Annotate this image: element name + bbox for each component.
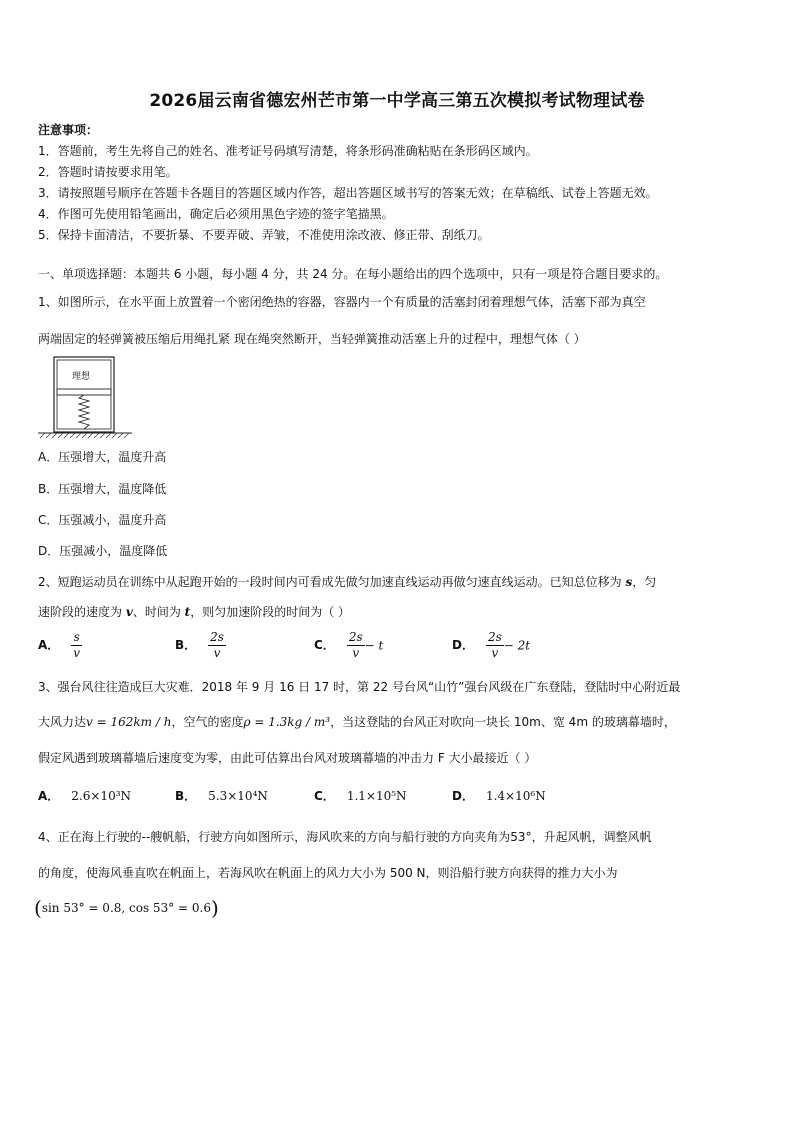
q1-stem-line1: 1、如图所示，在水平面上放置着一个密闭绝热的容器，容器内一个有质量的活塞封闭着理想气体，活塞下部为真空 — [38, 295, 646, 309]
notice-heading: 注意事项： — [38, 123, 99, 137]
q1-stem-line2: 两端固定的轻弹簧被压缩后用绳扎紧 现在绳突然断开，当轻弹簧推动活塞上升的过程中，理想气体（ ） — [38, 332, 586, 346]
notice-item-3: 3．请按照题号顺序在答题卡各题目的答题区域内作答，超出答题区域书写的答案无效；在草稿纸、试卷上答题无效。 — [38, 186, 658, 200]
q3-stem-line3: 假定风遇到玻璃幕墙后速度变为零，由此可估算出台风对玻璃幕墙的冲击力 F 大小最接近（ ） — [38, 751, 537, 765]
q3-option-b: B． 5.3×10⁴N — [175, 789, 268, 803]
q2-option-c: C． $\frac{2s}{v}$ − t — [314, 630, 384, 660]
figure-gas-label: 理想 — [72, 372, 91, 382]
q1-option-b: B．压强增大，温度降低 — [38, 482, 167, 496]
q4-trig-values: (sin 53° = 0.8, cos 53° = 0.6) — [34, 896, 219, 920]
notice-item-2: 2．答题时请按要求用笔。 — [38, 165, 178, 179]
q1-option-a: A．压强增大，温度升高 — [38, 450, 167, 464]
q3-option-d: D． 1.4×10⁶N — [452, 789, 546, 803]
q3-option-c: C． 1.1×10⁵N — [314, 789, 407, 803]
exam-title: 2026届云南省德宏州芒市第一中学高三第五次模拟考试物理试卷 — [149, 91, 645, 111]
q2-stem-line2: 速阶段的速度为 v、时间为 t，则匀加速阶段的时间为（ ） — [38, 605, 351, 619]
q4-stem-line2: 的角度，使海风垂直吹在帆面上，若海风吹在帆面上的风力大小为 500 N，则沿船行驶方向获得的推力大小为 — [38, 866, 618, 880]
notice-item-4: 4．作图可先使用铅笔画出，确定后必须用黑色字迹的签字笔描黑。 — [38, 207, 394, 221]
section-heading: 一、单项选择题：本题共 6 小题，每小题 4 分，共 24 分。在每小题给出的四个选项中，只有一项是符合题目要求的。 — [38, 267, 668, 281]
q1-option-c: C．压强减小，温度升高 — [38, 513, 167, 527]
q1-option-d: D．压强减小，温度降低 — [38, 544, 168, 558]
q1-figure — [38, 355, 134, 439]
notice-item-1: 1．答题前，考生先将自己的姓名、准考证号码填写清楚，将条形码准确粘贴在条形码区域内。 — [38, 144, 538, 158]
q2-option-b: B． $\frac{2s}{v}$ — [175, 630, 224, 660]
q4-stem-line1: 4、正在海上行驶的--艘帆船，行驶方向如图所示，海风吹来的方向与船行驶的方向夹角为53°，升起风帆，调整风帆 — [38, 830, 652, 844]
q2-option-a: A． $\frac{s}{v}$ — [38, 630, 81, 660]
q3-option-a: A． 2.6×10³N — [38, 789, 132, 803]
notice-item-5: 5．保持卡面清洁，不要折暴、不要弄破、弄皱，不准使用涂改液、修正带、刮纸刀。 — [38, 228, 490, 242]
q2-option-d: D． $\frac{2s}{v}$ − 2t — [452, 630, 531, 660]
q2-stem-line1: 2、短跑运动员在训练中从起跑开始的一段时间内可看成先做匀加速直线运动再做匀速直线运动。已知总位移为 s，匀 — [38, 575, 657, 589]
q3-stem-line2: 大风力达v = 162km / h，空气的密度ρ = 1.3kg / m³，当这登陆的台风正对吹向一块长 10m、宽 4m 的玻璃幕墙时， — [38, 715, 676, 729]
container-diagram — [38, 355, 134, 439]
q3-stem-line1: 3、强台风往往造成巨大灾难．2018 年 9 月 16 日 17 时，第 22 号台风“山竹”强台风级在广东登陆，登陆时中心附近最 — [38, 680, 681, 694]
